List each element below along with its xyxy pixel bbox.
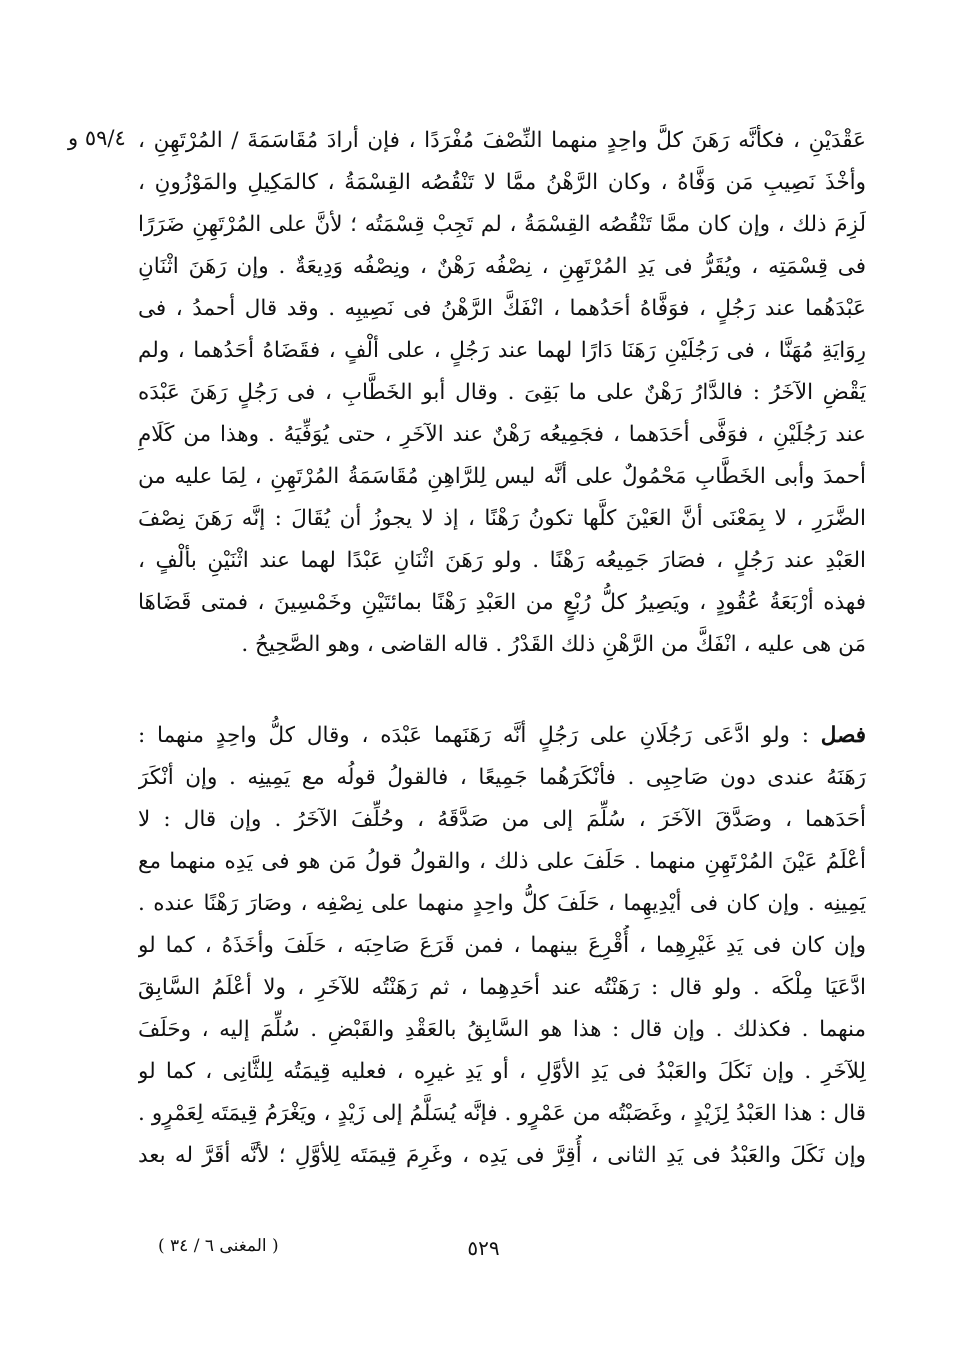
text-line: يَقْضِ الآخَرُ : فالدَّارُ رَهْنٌ على ما بَقِىَ . وقال أبو الخَطَّابِ ، فى رَجُلٍ رَهَنَ عَبْدَه — [138, 380, 866, 405]
text-line: عَبْدَهُما عند رَجُلٍ ، فوَفَّاهُ أحَدُهما ، انْفَكَّ الرَّهْنُ فى نَصِيبِه . وقد قال أحمدُ ، فى — [138, 296, 866, 321]
paragraph-2 — [138, 715, 866, 1177]
margin-folio-reference: ٥٩/٤ و — [68, 126, 126, 150]
section-heading: فصل — [820, 723, 866, 748]
text-line: فهذه أرْبَعَةُ عُقُودٍ ، ويَصِيرُ كلُّ رُبْعٍ من العَبْدِ رَهْنًا بمائتَيْنِ وخَمْسِينَ ، فمتى قَضَاهَا — [138, 590, 866, 615]
page-number: ٥٢٩ — [467, 1236, 500, 1260]
text-line: : ولو ادَّعَى رَجُلَانِ على رَجُلٍ أنَّه رَهَنَهما عَبْدَه ، وقال كلُّ واحِدٍ منهما : — [138, 723, 809, 748]
text-line: العَبْدِ عند رَجُلٍ ، فصَارَ جَمِيعُه رَهْنًا . ولو رَهَنَ اثْنَانِ عَبْدًا لهما عند اثْنَيْنِ بألْفٍ ، — [138, 548, 866, 573]
text-line: وإن كان فى يَدِ غَيْرِهِما ، أُقْرِعَ بينهما ، فمن قَرَعَ صَاحِبَه ، حَلَفَ وأخَذَهُ ، كما لو — [138, 933, 866, 958]
text-line: رِوَايَةِ مُهَنَّا ، فى رَجُلَيْنِ رَهَنَا دَارًا لهما عند رَجُلٍ ، على ألْفٍ ، فقَضَاهُ أحَدُهما ، ولم — [138, 338, 866, 363]
text-line: وأخْذَ نَصِيبِ مَن وَفَّاهُ ، وكان الرَّهْنُ ممَّا لا تَنْقُصُه القِسْمَةُ ، كالمَكِيلِ والمَوْزُونِ ، — [138, 170, 866, 195]
text-line: لَزِمَ ذلك ، وإن كان ممَّا تَنْقُصُه القِسْمَةُ ، لم تَجِبْ قِسْمَتُه ؛ لأنَّ على المُرْتَهِنِ ضَرَرًا — [138, 212, 866, 237]
text-line: وإن نَكَلَ والعَبْدُ فى يَدِ الثانى ، أُقِرَّ فى يَدِه ، وغَرِمَ قِيمَتَه لِلأوَّلِ ؛ لأنَّه أقَرَّ له بعد — [138, 1143, 866, 1168]
text-line: عَقْدَيْنِ ، فكأنَّه رَهَنَ كلَّ واحِدٍ منهما النِّصْفَ مُفْرَدًا ، فإن أرادَ مُقَاسَمَةَ / المُرْتَهِنِ ، — [138, 128, 866, 153]
book-reference: ( المغنى ٦ / ٣٤ ) — [158, 1236, 279, 1256]
text-line-with-heading — [138, 715, 866, 757]
text-line: قال : هذا العَبْدُ لِزَيْدٍ ، وغَصَبْتُه من عَمْرٍو . فإنَّه يُسَلَّمُ إلى زَيْدٍ ، ويَغْرَمُ قِيمَتَه لِعَمْرٍو . — [138, 1101, 866, 1126]
text-line: مَن هى عليه ، انْفَكَّ من الرَّهْنِ ذلك القَدْرُ . قاله القاضى ، وهو الصَّحِيحُ . — [241, 632, 866, 657]
text-line: يَمِينِه . وإن كان فى أيْدِيهِما ، حَلَفَ كلُّ واحِدٍ منهما على نِصْفِه ، وصَارَ رَهْنًا عنده . — [138, 891, 866, 916]
paragraph-1 — [138, 120, 866, 666]
text-line: ادَّعَيَا مِلْكَه . ولو قال : رَهَنْتُه عند أحَدِهِما ، ثم رَهَنْتُه للآخَرِ ، ولا أعْلَمُ السَّابِقَ — [138, 975, 866, 1000]
text-line: أعْلَمُ عَيْنَ المُرْتَهِنِ منهما . حَلَفَ على ذلك ، والقولُ قولُ مَن هو فى يَدِه منهما مع — [138, 849, 866, 874]
text-line: لِلآخَرِ . وإن نَكَلَ والعَبْدُ فى يَدِ الأوَّلِ ، أو يَدِ غيرِه ، فعليه قِيمَتُه لِلثَّانِى ، كما لو — [138, 1059, 866, 1084]
text-line: عند رَجُلَيْنِ ، فوَفَّى أحَدَهما ، فجَمِيعُه رَهْنٌ عند الآخَرِ ، حتى يُوَفِّيَهُ . وهذا من كَلَامِ — [138, 422, 866, 447]
text-line: أحمدَ وأبى الخَطَّابِ مَحْمُولٌ على أنَّه ليس لِلرَّاهِنِ مُقَاسَمَةُ المُرْتَهِنِ ، لِمَا عليه من — [138, 464, 866, 489]
text-line: أحَدَهما ، وصَدَّقَ الآخَرَ ، سُلِّمَ إلى من صَدَّقَهُ ، وحُلِّفَ الآخَرُ . وإن قال : لا — [138, 807, 866, 832]
text-line: فى قِسْمَتِه ، ويُقَرُّ فى يَدِ المُرْتَهِنِ ، نِصْفُه رَهْنٌ ، ونِصْفُه وَدِيعَةٌ . وإن رَهَنَ اثْنَانِ — [138, 254, 866, 279]
text-line: رَهَنَهُ عندى دون صَاحِبِى . فأنْكَرَهُما جَمِيعًا ، فالقولُ قولُه مع يَمِينِه . وإن أنْكَرَ — [138, 765, 866, 790]
text-line: منهما . فكذلك . وإن قال : هذا هو السَّابِقُ بالعَقْدِ والقَبْضِ . سُلِّمَ إليه ، وحَلَفَ — [138, 1017, 866, 1042]
text-line: الضَّرَرِ ، لا بِمَعْنَى أنَّ العَيْنَ كلَّها تكونُ رَهْنًا ، إذ لا يجوزُ أن يُقَالَ : إنَّه رَهَنَ نِصْفَ — [138, 506, 866, 531]
